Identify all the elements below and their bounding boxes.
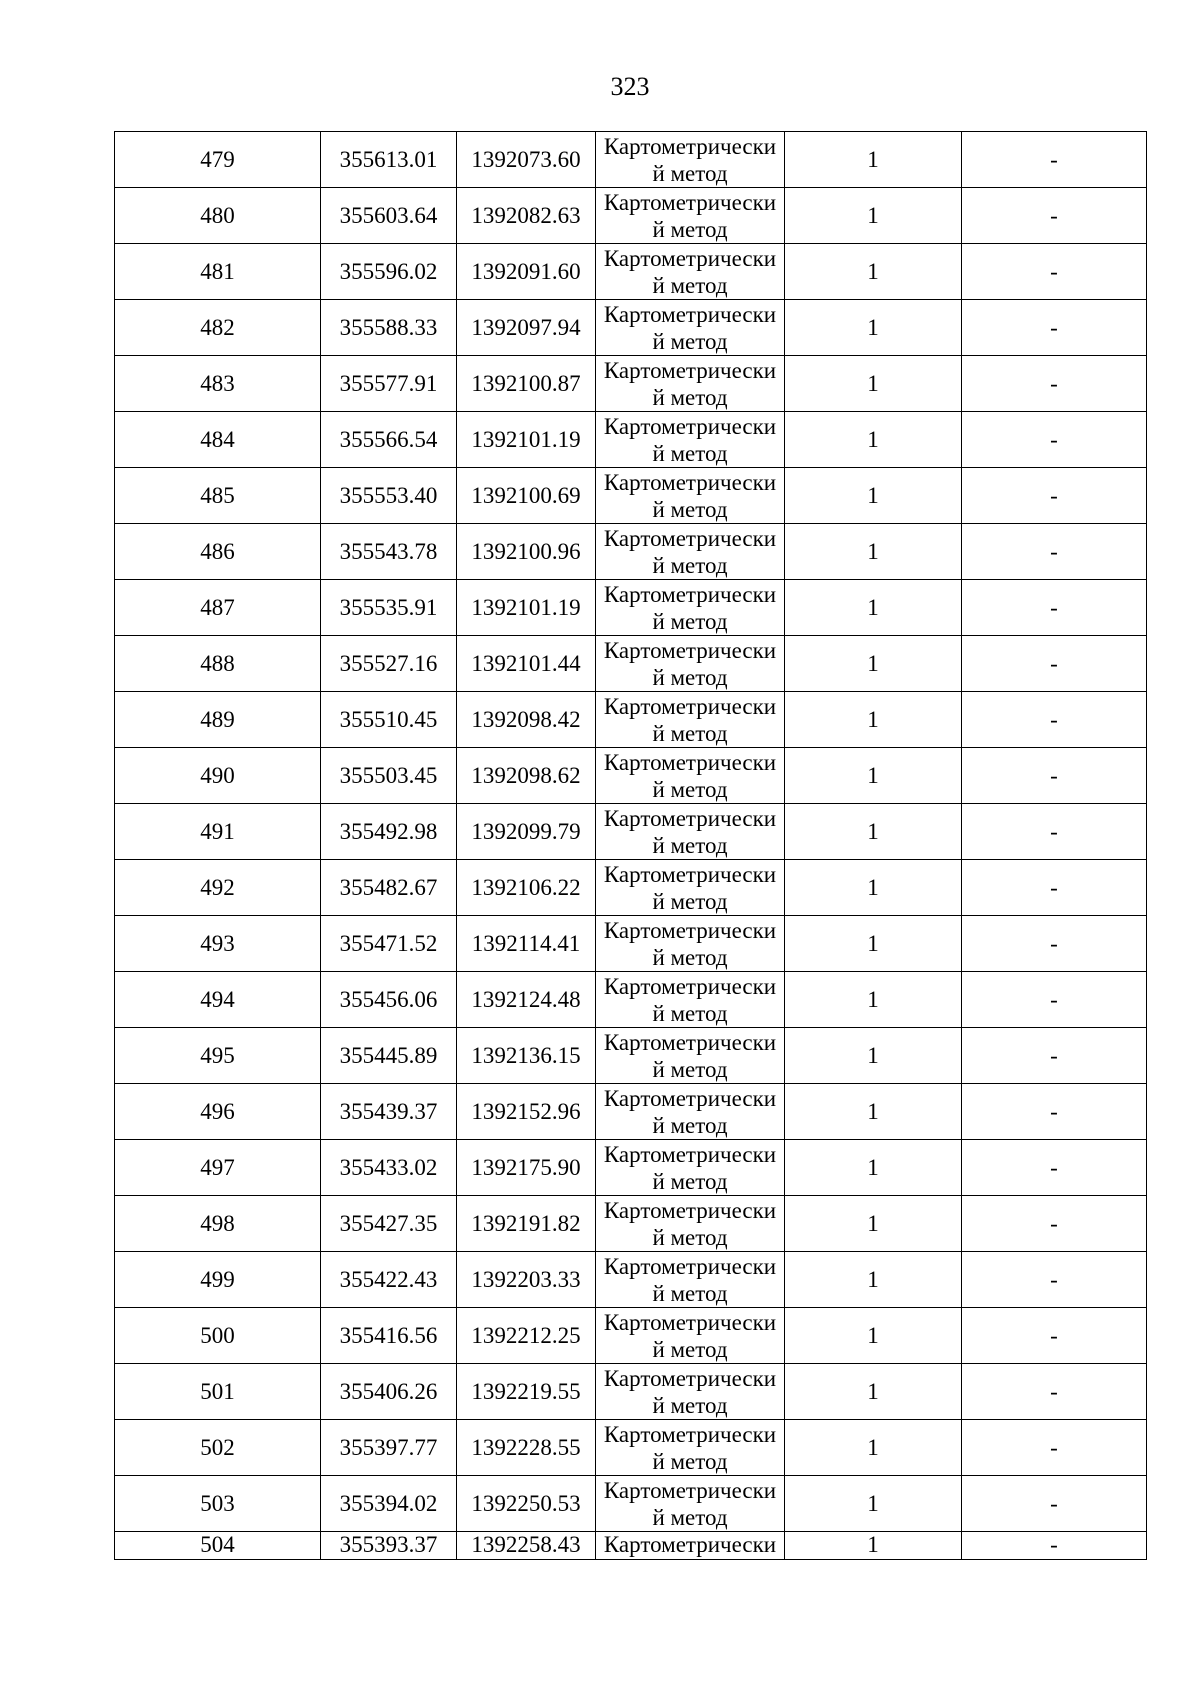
method-text-line1: Картометрически bbox=[603, 525, 777, 551]
y-coordinate-cell: 1392152.96 bbox=[457, 1084, 596, 1140]
accuracy-cell: 1 bbox=[785, 1532, 962, 1560]
table-row bbox=[115, 1252, 1147, 1308]
y-coordinate-cell: 1392098.42 bbox=[457, 692, 596, 748]
point-number-cell: 504 bbox=[115, 1532, 321, 1560]
note-cell: - bbox=[962, 860, 1147, 916]
method-text-line2: й метод bbox=[652, 1448, 728, 1474]
accuracy-cell: 1 bbox=[785, 468, 962, 524]
table-row bbox=[115, 916, 1147, 972]
accuracy-cell: 1 bbox=[785, 692, 962, 748]
point-number-cell: 483 bbox=[115, 356, 321, 412]
method-text-line2: й метод bbox=[652, 160, 728, 186]
note-cell: - bbox=[962, 916, 1147, 972]
method-cell bbox=[596, 300, 785, 356]
point-number-cell: 495 bbox=[115, 1028, 321, 1084]
method-cell bbox=[596, 804, 785, 860]
table-row bbox=[115, 1140, 1147, 1196]
method-text-line1: Картометрически bbox=[603, 805, 777, 831]
accuracy-cell: 1 bbox=[785, 1084, 962, 1140]
note-cell: - bbox=[962, 804, 1147, 860]
method-text-line2: й метод bbox=[652, 608, 728, 634]
point-number-cell: 485 bbox=[115, 468, 321, 524]
method-text-line2: й метод bbox=[652, 832, 728, 858]
method-cell bbox=[596, 1420, 785, 1476]
coordinates-table bbox=[114, 131, 1147, 1560]
table-row bbox=[115, 244, 1147, 300]
method-cell bbox=[596, 1476, 785, 1532]
point-number-cell: 501 bbox=[115, 1364, 321, 1420]
point-number-cell: 491 bbox=[115, 804, 321, 860]
table-row bbox=[115, 692, 1147, 748]
y-coordinate-cell: 1392082.63 bbox=[457, 188, 596, 244]
accuracy-cell: 1 bbox=[785, 244, 962, 300]
method-cell bbox=[596, 1028, 785, 1084]
point-number-cell: 496 bbox=[115, 1084, 321, 1140]
y-coordinate-cell: 1392212.25 bbox=[457, 1308, 596, 1364]
x-coordinate-cell: 355543.78 bbox=[321, 524, 457, 580]
y-coordinate-cell: 1392191.82 bbox=[457, 1196, 596, 1252]
y-coordinate-cell: 1392098.62 bbox=[457, 748, 596, 804]
x-coordinate-cell: 355492.98 bbox=[321, 804, 457, 860]
method-text-line2: й метод bbox=[652, 1056, 728, 1082]
point-number-cell: 487 bbox=[115, 580, 321, 636]
x-coordinate-cell: 355535.91 bbox=[321, 580, 457, 636]
table-row bbox=[115, 1196, 1147, 1252]
method-cell bbox=[596, 860, 785, 916]
page-number: 323 bbox=[610, 72, 650, 101]
note-cell: - bbox=[962, 580, 1147, 636]
method-text-line1: Картометрически bbox=[603, 917, 777, 943]
y-coordinate-cell: 1392101.19 bbox=[457, 412, 596, 468]
note-cell: - bbox=[962, 1140, 1147, 1196]
x-coordinate-cell: 355445.89 bbox=[321, 1028, 457, 1084]
point-number-cell: 497 bbox=[115, 1140, 321, 1196]
y-coordinate-cell: 1392258.43 bbox=[457, 1532, 596, 1560]
point-number-cell: 502 bbox=[115, 1420, 321, 1476]
table-row bbox=[115, 860, 1147, 916]
method-text-line2: й метод bbox=[652, 328, 728, 354]
point-number-cell: 484 bbox=[115, 412, 321, 468]
note-cell: - bbox=[962, 468, 1147, 524]
point-number-cell: 499 bbox=[115, 1252, 321, 1308]
note-cell: - bbox=[962, 1084, 1147, 1140]
accuracy-cell: 1 bbox=[785, 1308, 962, 1364]
point-number-cell: 490 bbox=[115, 748, 321, 804]
method-cell bbox=[596, 972, 785, 1028]
x-coordinate-cell: 355422.43 bbox=[321, 1252, 457, 1308]
table-row bbox=[115, 1532, 1147, 1560]
method-cell bbox=[596, 580, 785, 636]
table-row bbox=[115, 524, 1147, 580]
accuracy-cell: 1 bbox=[785, 524, 962, 580]
table-row bbox=[115, 1420, 1147, 1476]
method-text-line2: й метод bbox=[652, 1336, 728, 1362]
method-text-line1: Картометрически bbox=[603, 357, 777, 383]
table-row bbox=[115, 300, 1147, 356]
x-coordinate-cell: 355553.40 bbox=[321, 468, 457, 524]
method-cell bbox=[596, 468, 785, 524]
x-coordinate-cell: 355482.67 bbox=[321, 860, 457, 916]
point-number-cell: 479 bbox=[115, 132, 321, 188]
method-text-line1: Картометрически bbox=[603, 413, 777, 439]
note-cell: - bbox=[962, 1420, 1147, 1476]
note-cell: - bbox=[962, 244, 1147, 300]
x-coordinate-cell: 355393.37 bbox=[321, 1532, 457, 1560]
method-text-line2: й метод bbox=[652, 1280, 728, 1306]
y-coordinate-cell: 1392250.53 bbox=[457, 1476, 596, 1532]
y-coordinate-cell: 1392100.96 bbox=[457, 524, 596, 580]
accuracy-cell: 1 bbox=[785, 356, 962, 412]
note-cell: - bbox=[962, 356, 1147, 412]
x-coordinate-cell: 355566.54 bbox=[321, 412, 457, 468]
method-cell bbox=[596, 1364, 785, 1420]
y-coordinate-cell: 1392106.22 bbox=[457, 860, 596, 916]
accuracy-cell: 1 bbox=[785, 1420, 962, 1476]
method-text-line2: й метод bbox=[652, 664, 728, 690]
method-text-line2: й метод bbox=[652, 944, 728, 970]
method-text-line1: Картометрически bbox=[603, 1309, 777, 1335]
method-text-line1: Картометрически bbox=[603, 1477, 777, 1503]
note-cell: - bbox=[962, 524, 1147, 580]
method-cell bbox=[596, 132, 785, 188]
method-text-line1: Картометрически bbox=[603, 1029, 777, 1055]
method-text-line1: Картометрически bbox=[603, 1253, 777, 1279]
note-cell: - bbox=[962, 412, 1147, 468]
point-number-cell: 481 bbox=[115, 244, 321, 300]
method-text-line1: Картометрически bbox=[603, 1421, 777, 1447]
accuracy-cell: 1 bbox=[785, 1196, 962, 1252]
y-coordinate-cell: 1392219.55 bbox=[457, 1364, 596, 1420]
x-coordinate-cell: 355439.37 bbox=[321, 1084, 457, 1140]
point-number-cell: 489 bbox=[115, 692, 321, 748]
y-coordinate-cell: 1392136.15 bbox=[457, 1028, 596, 1084]
note-cell: - bbox=[962, 748, 1147, 804]
method-text-line2: й метод bbox=[652, 1504, 728, 1530]
y-coordinate-cell: 1392114.41 bbox=[457, 916, 596, 972]
accuracy-cell: 1 bbox=[785, 1364, 962, 1420]
method-text-line2: й метод bbox=[652, 888, 728, 914]
accuracy-cell: 1 bbox=[785, 1476, 962, 1532]
point-number-cell: 503 bbox=[115, 1476, 321, 1532]
method-cell bbox=[596, 524, 785, 580]
accuracy-cell: 1 bbox=[785, 580, 962, 636]
method-cell bbox=[596, 188, 785, 244]
accuracy-cell: 1 bbox=[785, 132, 962, 188]
method-cell bbox=[596, 1196, 785, 1252]
x-coordinate-cell: 355406.26 bbox=[321, 1364, 457, 1420]
method-cell bbox=[596, 636, 785, 692]
point-number-cell: 500 bbox=[115, 1308, 321, 1364]
y-coordinate-cell: 1392101.44 bbox=[457, 636, 596, 692]
x-coordinate-cell: 355394.02 bbox=[321, 1476, 457, 1532]
x-coordinate-cell: 355510.45 bbox=[321, 692, 457, 748]
note-cell: - bbox=[962, 692, 1147, 748]
table-body bbox=[115, 132, 1147, 1560]
method-cell bbox=[596, 412, 785, 468]
method-text-line1: Картометрически bbox=[603, 637, 777, 663]
method-text-line1: Картометрически bbox=[603, 1141, 777, 1167]
method-text-line1: Картометрически bbox=[603, 469, 777, 495]
y-coordinate-cell: 1392100.87 bbox=[457, 356, 596, 412]
table-row bbox=[115, 804, 1147, 860]
method-cell bbox=[596, 356, 785, 412]
x-coordinate-cell: 355613.01 bbox=[321, 132, 457, 188]
y-coordinate-cell: 1392101.19 bbox=[457, 580, 596, 636]
accuracy-cell: 1 bbox=[785, 1252, 962, 1308]
x-coordinate-cell: 355588.33 bbox=[321, 300, 457, 356]
y-coordinate-cell: 1392073.60 bbox=[457, 132, 596, 188]
accuracy-cell: 1 bbox=[785, 300, 962, 356]
method-text-line2: й метод bbox=[652, 384, 728, 410]
x-coordinate-cell: 355456.06 bbox=[321, 972, 457, 1028]
y-coordinate-cell: 1392097.94 bbox=[457, 300, 596, 356]
table-row bbox=[115, 580, 1147, 636]
note-cell: - bbox=[962, 1252, 1147, 1308]
point-number-cell: 494 bbox=[115, 972, 321, 1028]
note-cell: - bbox=[962, 636, 1147, 692]
method-text-line2: й метод bbox=[652, 440, 728, 466]
method-text-line1: Картометрически bbox=[603, 581, 777, 607]
x-coordinate-cell: 355427.35 bbox=[321, 1196, 457, 1252]
note-cell: - bbox=[962, 972, 1147, 1028]
accuracy-cell: 1 bbox=[785, 972, 962, 1028]
method-cell bbox=[596, 1140, 785, 1196]
note-cell: - bbox=[962, 1532, 1147, 1560]
method-text-line1: Картометрически bbox=[603, 133, 777, 159]
x-coordinate-cell: 355503.45 bbox=[321, 748, 457, 804]
y-coordinate-cell: 1392091.60 bbox=[457, 244, 596, 300]
method-text-line1: Картометрически bbox=[603, 301, 777, 327]
method-text-line2: й метод bbox=[652, 776, 728, 802]
x-coordinate-cell: 355527.16 bbox=[321, 636, 457, 692]
method-text-line1: Картометрически bbox=[603, 693, 777, 719]
method-text-line2: й метод bbox=[652, 1224, 728, 1250]
point-number-cell: 498 bbox=[115, 1196, 321, 1252]
note-cell: - bbox=[962, 132, 1147, 188]
method-text-line1: Картометрически bbox=[603, 1532, 777, 1557]
method-cell bbox=[596, 692, 785, 748]
method-text-line1: Картометрически bbox=[603, 245, 777, 271]
method-cell bbox=[596, 244, 785, 300]
x-coordinate-cell: 355596.02 bbox=[321, 244, 457, 300]
y-coordinate-cell: 1392175.90 bbox=[457, 1140, 596, 1196]
accuracy-cell: 1 bbox=[785, 412, 962, 468]
method-text-line1: Картометрически bbox=[603, 973, 777, 999]
point-number-cell: 492 bbox=[115, 860, 321, 916]
accuracy-cell: 1 bbox=[785, 636, 962, 692]
table-row bbox=[115, 1476, 1147, 1532]
y-coordinate-cell: 1392100.69 bbox=[457, 468, 596, 524]
accuracy-cell: 1 bbox=[785, 1028, 962, 1084]
x-coordinate-cell: 355433.02 bbox=[321, 1140, 457, 1196]
method-text-line2: й метод bbox=[652, 496, 728, 522]
table-row bbox=[115, 356, 1147, 412]
method-text-line2: й метод bbox=[652, 1168, 728, 1194]
method-text-line2: й метод bbox=[652, 1392, 728, 1418]
table-row bbox=[115, 1308, 1147, 1364]
method-text-line2: й метод bbox=[652, 720, 728, 746]
method-cell bbox=[596, 1308, 785, 1364]
x-coordinate-cell: 355577.91 bbox=[321, 356, 457, 412]
method-cell bbox=[596, 748, 785, 804]
table-row bbox=[115, 188, 1147, 244]
accuracy-cell: 1 bbox=[785, 804, 962, 860]
method-text-line2: й метод bbox=[652, 1000, 728, 1026]
table-row bbox=[115, 636, 1147, 692]
table-row bbox=[115, 468, 1147, 524]
method-text-line2: й метод bbox=[652, 1112, 728, 1138]
accuracy-cell: 1 bbox=[785, 860, 962, 916]
point-number-cell: 493 bbox=[115, 916, 321, 972]
note-cell: - bbox=[962, 1364, 1147, 1420]
accuracy-cell: 1 bbox=[785, 748, 962, 804]
note-cell: - bbox=[962, 1476, 1147, 1532]
y-coordinate-cell: 1392099.79 bbox=[457, 804, 596, 860]
table-row bbox=[115, 1028, 1147, 1084]
y-coordinate-cell: 1392124.48 bbox=[457, 972, 596, 1028]
method-text-line1: Картометрически bbox=[603, 1085, 777, 1111]
method-cell bbox=[596, 1532, 785, 1560]
table-row bbox=[115, 412, 1147, 468]
method-text-line2: й метод bbox=[652, 272, 728, 298]
method-cell bbox=[596, 1252, 785, 1308]
x-coordinate-cell: 355397.77 bbox=[321, 1420, 457, 1476]
method-text-line1: Картометрически bbox=[603, 861, 777, 887]
point-number-cell: 482 bbox=[115, 300, 321, 356]
method-text-line1: Картометрически bbox=[603, 1365, 777, 1391]
method-cell bbox=[596, 916, 785, 972]
method-text-line1: Картометрически bbox=[603, 189, 777, 215]
table-row bbox=[115, 972, 1147, 1028]
method-text-line2: й метод bbox=[652, 552, 728, 578]
table-row bbox=[115, 1084, 1147, 1140]
accuracy-cell: 1 bbox=[785, 188, 962, 244]
y-coordinate-cell: 1392228.55 bbox=[457, 1420, 596, 1476]
method-text-line2: й метод bbox=[652, 216, 728, 242]
table-row bbox=[115, 1364, 1147, 1420]
note-cell: - bbox=[962, 1028, 1147, 1084]
note-cell: - bbox=[962, 1308, 1147, 1364]
accuracy-cell: 1 bbox=[785, 916, 962, 972]
table-row bbox=[115, 748, 1147, 804]
accuracy-cell: 1 bbox=[785, 1140, 962, 1196]
table-row bbox=[115, 132, 1147, 188]
note-cell: - bbox=[962, 1196, 1147, 1252]
y-coordinate-cell: 1392203.33 bbox=[457, 1252, 596, 1308]
method-cell bbox=[596, 1084, 785, 1140]
point-number-cell: 480 bbox=[115, 188, 321, 244]
method-text-line1: Картометрически bbox=[603, 749, 777, 775]
note-cell: - bbox=[962, 188, 1147, 244]
point-number-cell: 488 bbox=[115, 636, 321, 692]
point-number-cell: 486 bbox=[115, 524, 321, 580]
note-cell: - bbox=[962, 300, 1147, 356]
x-coordinate-cell: 355416.56 bbox=[321, 1308, 457, 1364]
method-text-line1: Картометрически bbox=[603, 1197, 777, 1223]
x-coordinate-cell: 355471.52 bbox=[321, 916, 457, 972]
x-coordinate-cell: 355603.64 bbox=[321, 188, 457, 244]
